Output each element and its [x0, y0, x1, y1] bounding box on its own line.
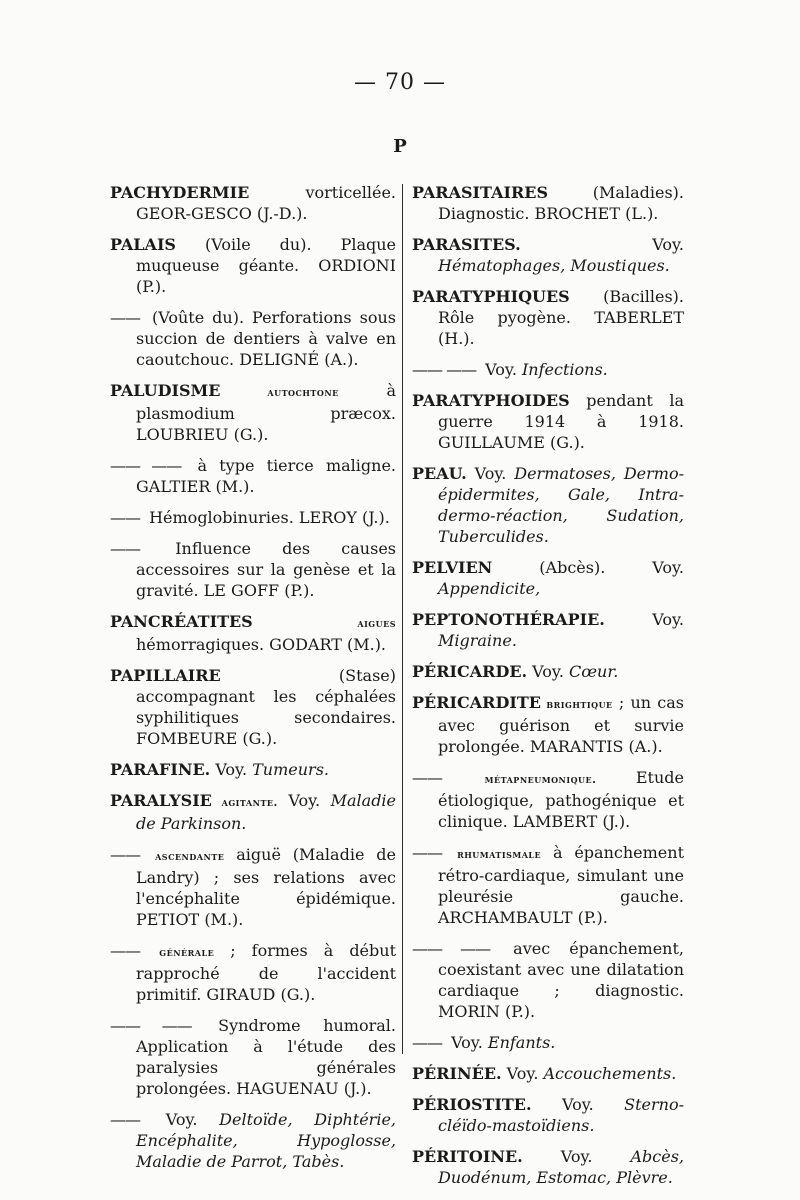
index-entry [412, 182, 684, 224]
index-entry [412, 1063, 684, 1084]
entry-text: Voy. [480, 360, 522, 379]
entry-headword: PEPTONOTHÉRAPIE. [412, 610, 605, 629]
index-entry [110, 1109, 396, 1172]
entry-text: ascendante [144, 850, 225, 863]
entry-headword: PACHYDERMIE [110, 183, 250, 202]
entry-text: Voy. [466, 464, 515, 483]
entry-text: aigues [252, 617, 396, 630]
entry-text: —— [110, 941, 140, 960]
entry-text: —— —— [412, 939, 491, 958]
entry-headword: PARATYPHOIDES [412, 391, 570, 410]
entry-reference: Tumeurs. [252, 760, 329, 779]
entry-text: vorticellée. GEOR-GESCO (J.-D.). [136, 183, 396, 223]
right-column [412, 182, 684, 1198]
index-entry [412, 557, 684, 599]
entry-text: (Stase) accompagnant les céphalées syphilitiques secondaires. FOMBEURE (G.). [136, 666, 396, 748]
entry-headword: PEAU. [412, 464, 467, 483]
entry-reference: Maladie de Parkinson. [136, 791, 397, 833]
index-entry [110, 507, 396, 528]
entry-text: —— [412, 768, 442, 787]
entry-reference: Abcès, Duodénum, Estomac, Plèvre. [438, 1147, 684, 1187]
entry-headword: PÉRICARDE. [412, 662, 528, 681]
entry-text: Voy. [522, 1147, 631, 1166]
index-entry [412, 286, 684, 349]
entry-text: —— [412, 1033, 442, 1052]
page-number: — 70 — [354, 70, 446, 95]
entry-headword: PÉRIOSTITE. [412, 1095, 532, 1114]
index-entry [412, 692, 684, 757]
entry-text: à type tierce maligne. GALTIER (M.). [136, 456, 396, 496]
entry-text: —— [412, 843, 442, 862]
entry-headword: PARASITAIRES [412, 183, 549, 202]
entry-text: —— —— [110, 1016, 192, 1035]
entry-text: Voy. [501, 1064, 544, 1083]
entry-text: (Maladies). Diagnostic. BROCHET (L.). [438, 183, 684, 223]
entry-text: —— [110, 308, 140, 327]
entry-text: Voy. [210, 760, 253, 779]
entry-headword: PALUDISME [110, 381, 221, 400]
entry-text: ; un cas avec guérison et survie prolongée. MARANTIS (A.). [438, 693, 684, 756]
entry-text: —— [110, 845, 140, 864]
entry-text: générale [144, 946, 215, 959]
entry-headword: PÉRICARDITE [412, 693, 541, 712]
entry-reference: Cœur. [568, 662, 619, 681]
entry-text: (Voûte du). Perforations sous succion de dentiers à valve en caoutchouc. DELIGNÉ (A.). [136, 308, 396, 369]
index-entry [110, 844, 396, 930]
index-entry [412, 842, 684, 928]
index-entry [412, 234, 684, 276]
entry-reference: Enfants. [487, 1033, 556, 1052]
left-column [110, 182, 396, 1182]
entry-text: —— —— [110, 456, 182, 475]
entry-text: Voy. [604, 610, 684, 629]
index-entry [412, 767, 684, 832]
index-entry [412, 1032, 684, 1053]
entry-text: à épanchement rétro-cardiaque, simulant une pleurésie gauche. ARCHAMBAULT (P.). [438, 843, 684, 927]
index-entry [412, 1094, 684, 1136]
entry-text: (Voile du). Plaque muqueuse géante. ORDIONI (P.). [136, 235, 396, 296]
entry-headword: PALAIS [110, 235, 176, 254]
entry-text: Etude étiologique, pathogénique et clinique. LAMBERT (J.). [438, 768, 684, 831]
entry-text: —— [110, 1110, 140, 1129]
entry-text: ; formes à début rapproché de l'accident primitif. GIRAUD (G.). [136, 941, 397, 1004]
entry-reference: Migraine. [438, 631, 517, 650]
index-entry [110, 665, 396, 749]
entry-reference: Infections. [521, 360, 608, 379]
entry-reference: Accouchements. [543, 1064, 677, 1083]
entry-text: Influence des causes accessoires sur la genèse et la gravité. LE GOFF (P.). [136, 539, 396, 600]
index-entry [110, 455, 396, 497]
entry-text: —— [110, 539, 140, 558]
index-entry [412, 609, 684, 651]
entry-text: Voy. [520, 235, 684, 254]
entry-text: agitante. [211, 796, 278, 809]
index-entry [412, 463, 684, 547]
index-entry [110, 759, 396, 780]
entry-text: hémorragiques. GODART (M.). [136, 635, 387, 654]
entry-text: Voy. [531, 1095, 625, 1114]
entry-text: autochtone [220, 386, 339, 399]
entry-reference: Hématophages, Moustiques. [438, 256, 670, 275]
index-entry [110, 307, 396, 370]
entry-headword: PARAFINE. [110, 760, 211, 779]
entry-text: à plasmodium præcox. LOUBRIEU (G.). [136, 381, 396, 444]
entry-text: rhumatismale [446, 848, 542, 861]
entry-text: Syndrome humoral. Application à l'étude des paralysies générales prolongées. HAGUENAU (J.). [136, 1016, 396, 1098]
entry-text: Hémoglobinuries. LEROY (J.). [144, 508, 390, 527]
entry-reference: Appendicite, [438, 579, 541, 598]
index-entry [110, 790, 396, 834]
entry-headword: PÉRINÉE. [412, 1064, 502, 1083]
entry-headword: PAPILLAIRE [110, 666, 221, 685]
entry-headword: PARASITES. [412, 235, 521, 254]
index-entry [110, 538, 396, 601]
index-entry [412, 359, 684, 380]
entry-text: —— —— [412, 360, 477, 379]
index-entry [110, 182, 396, 224]
entry-text: avec épanchement, coexistant avec une dilatation cardiaque ; diagnostic. MORIN (P.). [438, 939, 684, 1021]
index-entry [412, 938, 684, 1022]
index-entry [412, 390, 684, 453]
index-entry [110, 234, 396, 297]
entry-text: Voy. [277, 791, 331, 810]
entry-text: Voy. [527, 662, 569, 681]
entry-text: pendant la guerre 1914 à 1918. GUILLAUME (G.). [438, 391, 684, 452]
entry-text: brightique [540, 698, 613, 711]
entry-headword: PANCRÉATITES [110, 612, 253, 631]
entry-text: Voy. [446, 1033, 488, 1052]
index-entry [412, 661, 684, 682]
index-entry [110, 940, 396, 1005]
entry-text: —— [110, 508, 140, 527]
entry-headword: PARATYPHIQUES [412, 287, 570, 306]
column-divider [402, 184, 403, 1054]
index-entry [110, 1015, 396, 1099]
entry-text: (Abcès). Voy. [492, 558, 684, 577]
index-entry [110, 380, 396, 445]
entry-reference: Dermatoses, Dermo-épidermites, Gale, Intra-dermo-réaction, Sudation, Tuberculides. [438, 464, 685, 546]
section-letter: P [393, 136, 407, 157]
entry-text: métapneumonique. [446, 773, 597, 786]
entry-text: Voy. [144, 1110, 220, 1129]
entry-text: aiguë (Maladie de Landry) ; ses relations avec l'encéphalite épidémique. PETIOT (M.). [136, 845, 396, 929]
index-entry [110, 611, 396, 655]
entry-headword: PARALYSIE [110, 791, 212, 810]
entry-reference: Deltoïde, Diphtérie, Encéphalite, Hypoglosse, Maladie de Parrot, Tabès. [136, 1110, 396, 1171]
entry-reference: Sterno-cléïdo-mastoïdiens. [438, 1095, 684, 1135]
entry-headword: PELVIEN [412, 558, 493, 577]
index-entry [412, 1146, 684, 1188]
entry-headword: PÉRITOINE. [412, 1147, 523, 1166]
entry-text: (Bacilles). Rôle pyogène. TABERLET (H.). [438, 287, 684, 348]
